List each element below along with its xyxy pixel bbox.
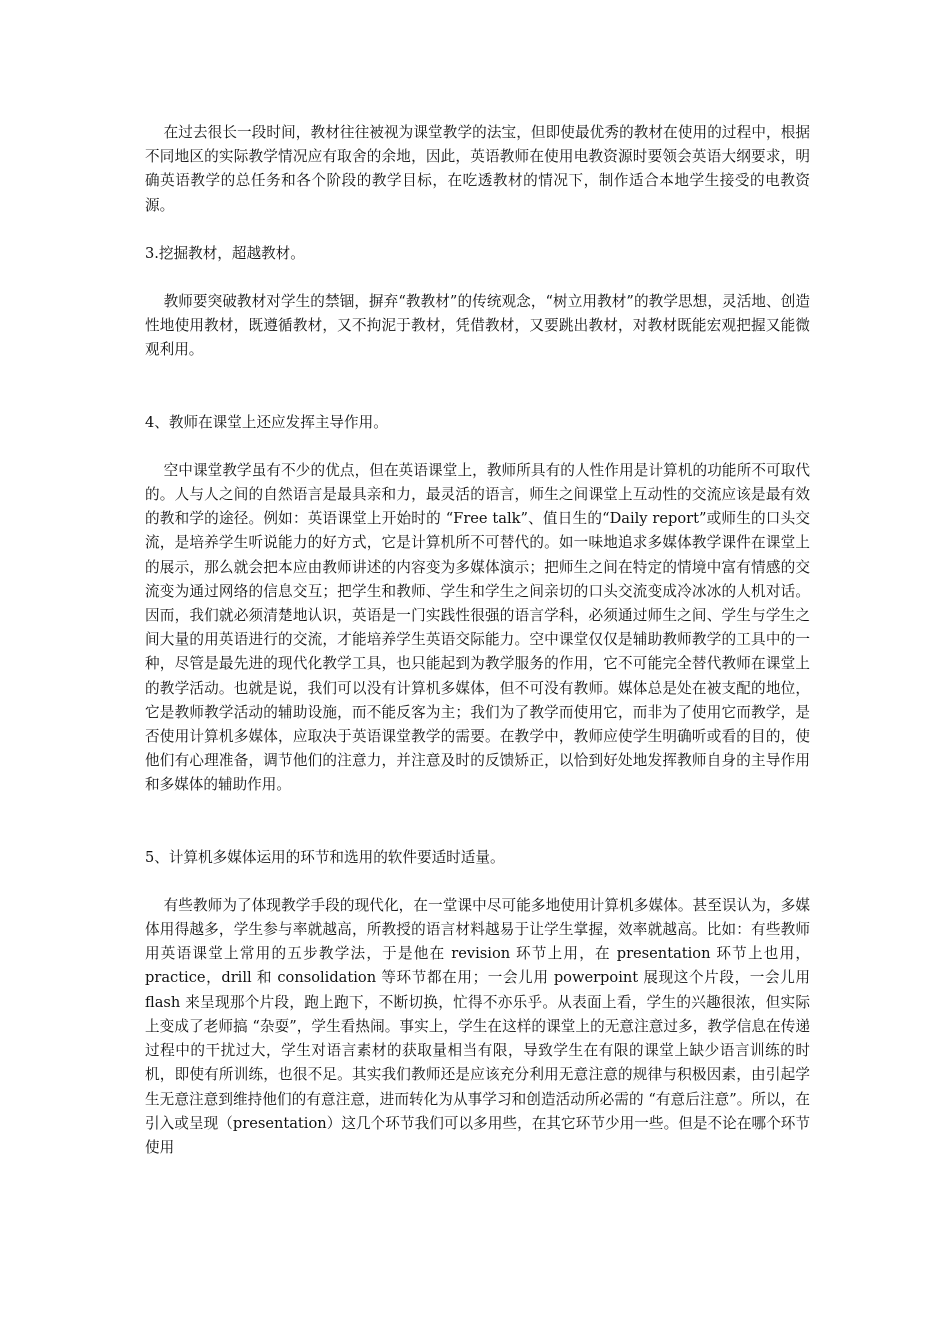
paragraph-spacer	[145, 363, 810, 411]
paragraph-spacer	[145, 266, 810, 290]
paragraph-spacer	[145, 218, 810, 242]
paragraph-spacer	[145, 798, 810, 846]
paragraph-teacher-role: 空中课堂教学虽有不少的优点，但在英语课堂上，教师所具有的人性作用是计算机的功能所不可取代的。人与人之间的自然语言是最具亲和力，最灵活的语言，师生之间课堂上互动性的交流应该是最有效的教和学的途径。例如：英语课堂上开始时的 “Free talk”、值日生的“Daily report”或师生的口头交流，是培养学生听说能力的好方式，它是计算机所不可替代的。如一味地追求多媒体教学课件在课堂上的展示，那么就会把本应由教师讲述的内容变为多媒体演示；把师生之间在特定的情境中富有情感的交流变为通过网络的信息交互；把学生和教师、学生和学生之间亲切的口头交流变成冷冰冰的人机对话。因而，我们就必须清楚地认识，英语是一门实践性很强的语言学科，必须通过师生之间、学生与学生之间大量的用英语进行的交流，才能培养学生英语交际能力。空中课堂仅仅是辅助教师教学的工具中的一种，尽管是最先进的现代化教学工具，也只能起到为教学服务的作用，它不可能完全替代教师在课堂上的教学活动。也就是说，我们可以没有计算机多媒体，但不可没有教师。媒体总是处在被支配的地位，它是教师教学活动的辅助设施，而不能反客为主；我们为了教学而使用它，而非为了使用它而教学，是否使用计算机多媒体，应取决于英语课堂教学的需要。在教学中，教师应使学生明确听或看的目的，使他们有心理准备，调节他们的注意力，并注意及时的反馈矫正，以恰到好处地发挥教师自身的主导作用和多媒体的辅助作用。	[145, 461, 810, 794]
paragraph-beyond-textbook: 教师要突破教材对学生的禁锢，摒弃“教教材”的传统观念，“树立用教材”的教学思想，灵活地、创造性地使用教材，既遵循教材，又不拘泥于教材，凭借教材，又要跳出教材，对教材既能宏观把握又能微观利用。	[145, 293, 810, 359]
section-heading-5: 5、计算机多媒体运用的环节和选用的软件要适时适量。	[145, 848, 505, 866]
document-page	[145, 121, 810, 1160]
paragraph-multimedia-usage: 有些教师为了体现教学手段的现代化，在一堂课中尽可能多地使用计算机多媒体。甚至误认为，多媒体用得越多，学生参与率就越高，所教授的语言材料越易于让学生掌握，效率就越高。比如：有些教师用英语课堂上常用的五步教学法，于是他在 revision 环节上用，在 presentation 环节上也用，practice，drill 和 consolidation 等环节都在用；一会儿用 powerpoint 展现这个片段，一会儿用 flash 来呈现那个片段，跑上跑下，不断切换，忙得不亦乐乎。从表面上看，学生的兴趣很浓，但实际上变成了老师搞 “杂耍”，学生看热闹。事实上，学生在这样的课堂上的无意注意过多，教学信息在传递过程中的干扰过大，学生对语言素材的获取量相当有限，导致学生在有限的课堂上缺少语言训练的时机，即使有所训练，也很不足。其实我们教师还是应该充分利用无意注意的规律与积极因素，由引起学生无意注意到维持他们的有意注意，进而转化为从事学习和创造活动所必需的 “有意后注意”。所以，在引入或呈现（presentation）这几个环节我们可以多用些，在其它环节少用一些。但是不论在哪个环节使用	[145, 896, 810, 1156]
paragraph-spacer	[145, 870, 810, 894]
paragraph-textbook-intro: 在过去很长一段时间，教材往往被视为课堂教学的法宝，但即使最优秀的教材在使用的过程中，根据不同地区的实际教学情况应有取舍的余地，因此，英语教师在使用电教资源时要领会英语大纲要求，明确英语教学的总任务和各个阶段的教学目标，在吃透教材的情况下，制作适合本地学生接受的电教资源。	[145, 124, 810, 214]
section-heading-4: 4、教师在课堂上还应发挥主导作用。	[145, 413, 388, 431]
paragraph-spacer	[145, 435, 810, 459]
section-heading-3: 3.挖掘教材，超越教材。	[145, 244, 305, 262]
